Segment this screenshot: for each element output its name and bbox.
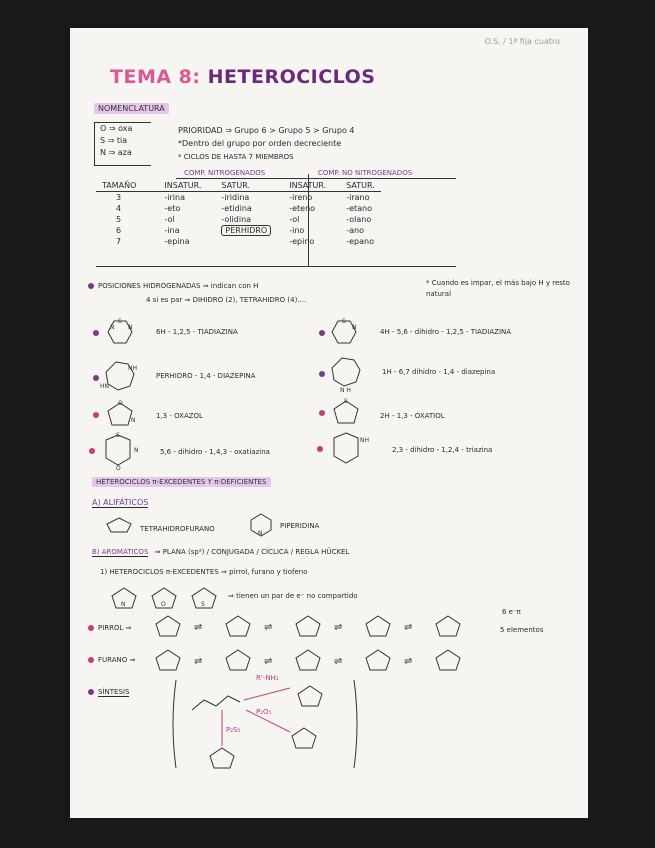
svg-text:NH: NH: [360, 437, 369, 444]
cycle-rule: * CICLOS DE HASTA 7 MIEMBROS: [178, 153, 294, 161]
svg-text:S: S: [344, 398, 348, 405]
dihidro-tiadiazina-structure-icon: [316, 316, 372, 350]
col-o-sat: SATUR.: [332, 180, 381, 192]
svg-text:HN: HN: [100, 383, 109, 390]
paal-knorr-synthesis-icon: [170, 676, 360, 772]
positions-line1: POSICIONES HIDROGENADAS ⇒ indican con H: [88, 282, 258, 290]
reagent-p2s5: P₂S₅: [226, 726, 241, 734]
bullet-icon: [88, 689, 94, 695]
furano-resonance-icon: [154, 646, 484, 674]
svg-text:⇌: ⇌: [404, 656, 413, 667]
oxazol-structure-icon: [90, 398, 146, 432]
group-nitrogenados: COMP. NITROGENADOS: [184, 169, 266, 177]
dihidro-diazepina-structure-icon: [316, 354, 376, 394]
page-title: [110, 66, 375, 88]
aromaticos-label: B) AROMÁTICOS: [92, 548, 149, 556]
perhidro-box: PERHIDRO: [221, 225, 271, 236]
svg-text:N: N: [258, 530, 263, 537]
furano-label: FURANO ⇒: [88, 656, 135, 664]
table-row: 3 -irina -iridina -ireno -irano: [116, 193, 370, 202]
pi-excedentes-label: 1) HETEROCICLOS π-EXCEDENTES ⇒ pirrol, furano y tiofeno: [100, 568, 308, 576]
title-topic-number: TEMA 8: [110, 66, 193, 88]
col-tamano: TAMAÑO: [96, 180, 142, 192]
prefix-tia: S ⇒ tia: [100, 136, 128, 145]
svg-text:O: O: [118, 400, 123, 407]
table-row: 5 -ol -olidina -ol -olano: [116, 215, 372, 224]
alifaticos-label: A) ALIFÁTICOS: [92, 498, 149, 507]
sintesis-label: SÍNTESIS: [88, 688, 129, 696]
col-o-insat: INSATUR.: [277, 180, 332, 192]
pirrol-label: PIRROL ⇒: [88, 624, 132, 632]
prefix-oxa: O ⇒ oxa: [100, 124, 133, 133]
triazina-structure-icon: [314, 428, 384, 470]
bullet-icon: [88, 283, 94, 289]
example-label: 6H - 1,2,5 - TIADIAZINA: [156, 328, 238, 336]
prefix-aza: N ⇒ aza: [100, 148, 132, 157]
col-n-sat: SATUR.: [207, 180, 277, 192]
table-row: 4 -eto -etidina -eteno -etano: [116, 204, 373, 213]
group-no-nitrogenados: COMP. NO NITROGENADOS: [318, 169, 413, 177]
oxatiol-structure-icon: [316, 396, 372, 430]
example-label: 4H - 5,6 - dihidro - 1,2,5 - TIADIAZINA: [380, 328, 512, 336]
svg-text:N: N: [352, 324, 357, 331]
svg-text:O: O: [116, 465, 121, 472]
svg-text:⇌: ⇌: [264, 622, 273, 633]
example-label: 2H - 1,3 - OXATIOL: [380, 412, 445, 420]
section2-heading: HETEROCICLOS π-EXCEDENTES Y π-DEFICIENTES: [92, 478, 271, 486]
five-elements: 5 elementos: [500, 626, 544, 634]
thf-structure-icon: [104, 516, 134, 534]
lone-pair-note: ⇒ tienen un par de e⁻ no compartido: [228, 592, 358, 600]
reagent-p2o5: P₂O₅: [256, 708, 272, 716]
table-top-rule: [176, 178, 456, 179]
table-bottom-rule: [96, 266, 456, 267]
diazepina-structure-icon: [90, 358, 150, 398]
svg-text:N: N: [110, 324, 115, 331]
svg-text:⇌: ⇌: [404, 622, 413, 633]
svg-text:N H: N H: [340, 387, 351, 394]
svg-text:⇌: ⇌: [334, 622, 343, 633]
title-separator: :: [192, 66, 201, 88]
svg-text:S: S: [342, 318, 346, 325]
bullet-icon: [88, 657, 94, 663]
example-label: 1H - 6,7 dihidro - 1,4 - diazepina: [382, 368, 496, 376]
piperidina-label: PIPERIDINA: [280, 522, 320, 530]
table-row: 6 -ina PERHIDRO -ino -ano: [116, 226, 364, 235]
example-label: 2,3 - dihidro - 1,2,4 - triazina: [392, 446, 493, 454]
svg-text:⇌: ⇌: [334, 656, 343, 667]
order-rule: *Dentro del grupo por orden decreciente: [178, 139, 342, 148]
tiadiazina-structure-icon: [90, 316, 148, 350]
svg-text:N: N: [121, 601, 126, 608]
reagent-amine: R'-NH₂: [256, 674, 279, 682]
svg-text:⇌: ⇌: [264, 656, 273, 667]
title-topic-name: HETEROCICLOS: [207, 66, 376, 88]
example-label: 1,3 - OXAZOL: [156, 412, 203, 420]
six-pi-electrons: 6 e⁻π: [502, 608, 521, 616]
example-label: PERHIDRO - 1,4 - DIAZEPINA: [156, 372, 256, 380]
positions-line2: 4 si es par ⇒ DIHIDRO (2), TETRAHIDRO (4)....: [146, 296, 307, 304]
nomenclature-table: [96, 180, 381, 247]
notebook-page: [70, 28, 588, 818]
svg-text:NH: NH: [128, 365, 137, 372]
bullet-icon: [88, 625, 94, 631]
thf-label: TETRAHIDROFURANO: [140, 525, 215, 533]
svg-text:S: S: [118, 318, 122, 325]
positions-note: * Cuando es impar, el más bajo H y resto natural: [426, 279, 570, 298]
svg-text:N: N: [128, 324, 133, 331]
nomenclatura-heading: NOMENCLATURA: [94, 104, 169, 113]
table-row: 7 -epina -epino -epano: [116, 237, 374, 246]
oxatiazina-structure-icon: [86, 430, 156, 472]
header-note: O.S. / 1ª fija cuatro: [484, 37, 560, 46]
svg-text:S: S: [116, 432, 120, 439]
svg-text:O: O: [161, 601, 166, 608]
priority-rule: PRIORIDAD ⇒ Grupo 6 > Grupo 5 > Grupo 4: [178, 126, 355, 135]
aromaticos-rule: ⇒ PLANA (sp²) / CONJUGADA / CÍCLICA / REGLA HÜCKEL: [154, 548, 350, 556]
svg-text:S: S: [201, 601, 205, 608]
example-label: 5,6 - dihidro - 1,4,3 - oxatiazina: [160, 448, 270, 456]
col-n-insat: INSATUR.: [142, 180, 207, 192]
five-membered-rings-icon: [110, 584, 220, 612]
svg-text:⇌: ⇌: [194, 656, 203, 667]
svg-text:⇌: ⇌: [194, 622, 203, 633]
svg-text:N: N: [134, 447, 139, 454]
pirrol-resonance-icon: [154, 612, 484, 640]
piperidina-structure-icon: [248, 512, 274, 538]
svg-text:N: N: [131, 417, 136, 424]
aromaticos-row: [92, 548, 349, 556]
